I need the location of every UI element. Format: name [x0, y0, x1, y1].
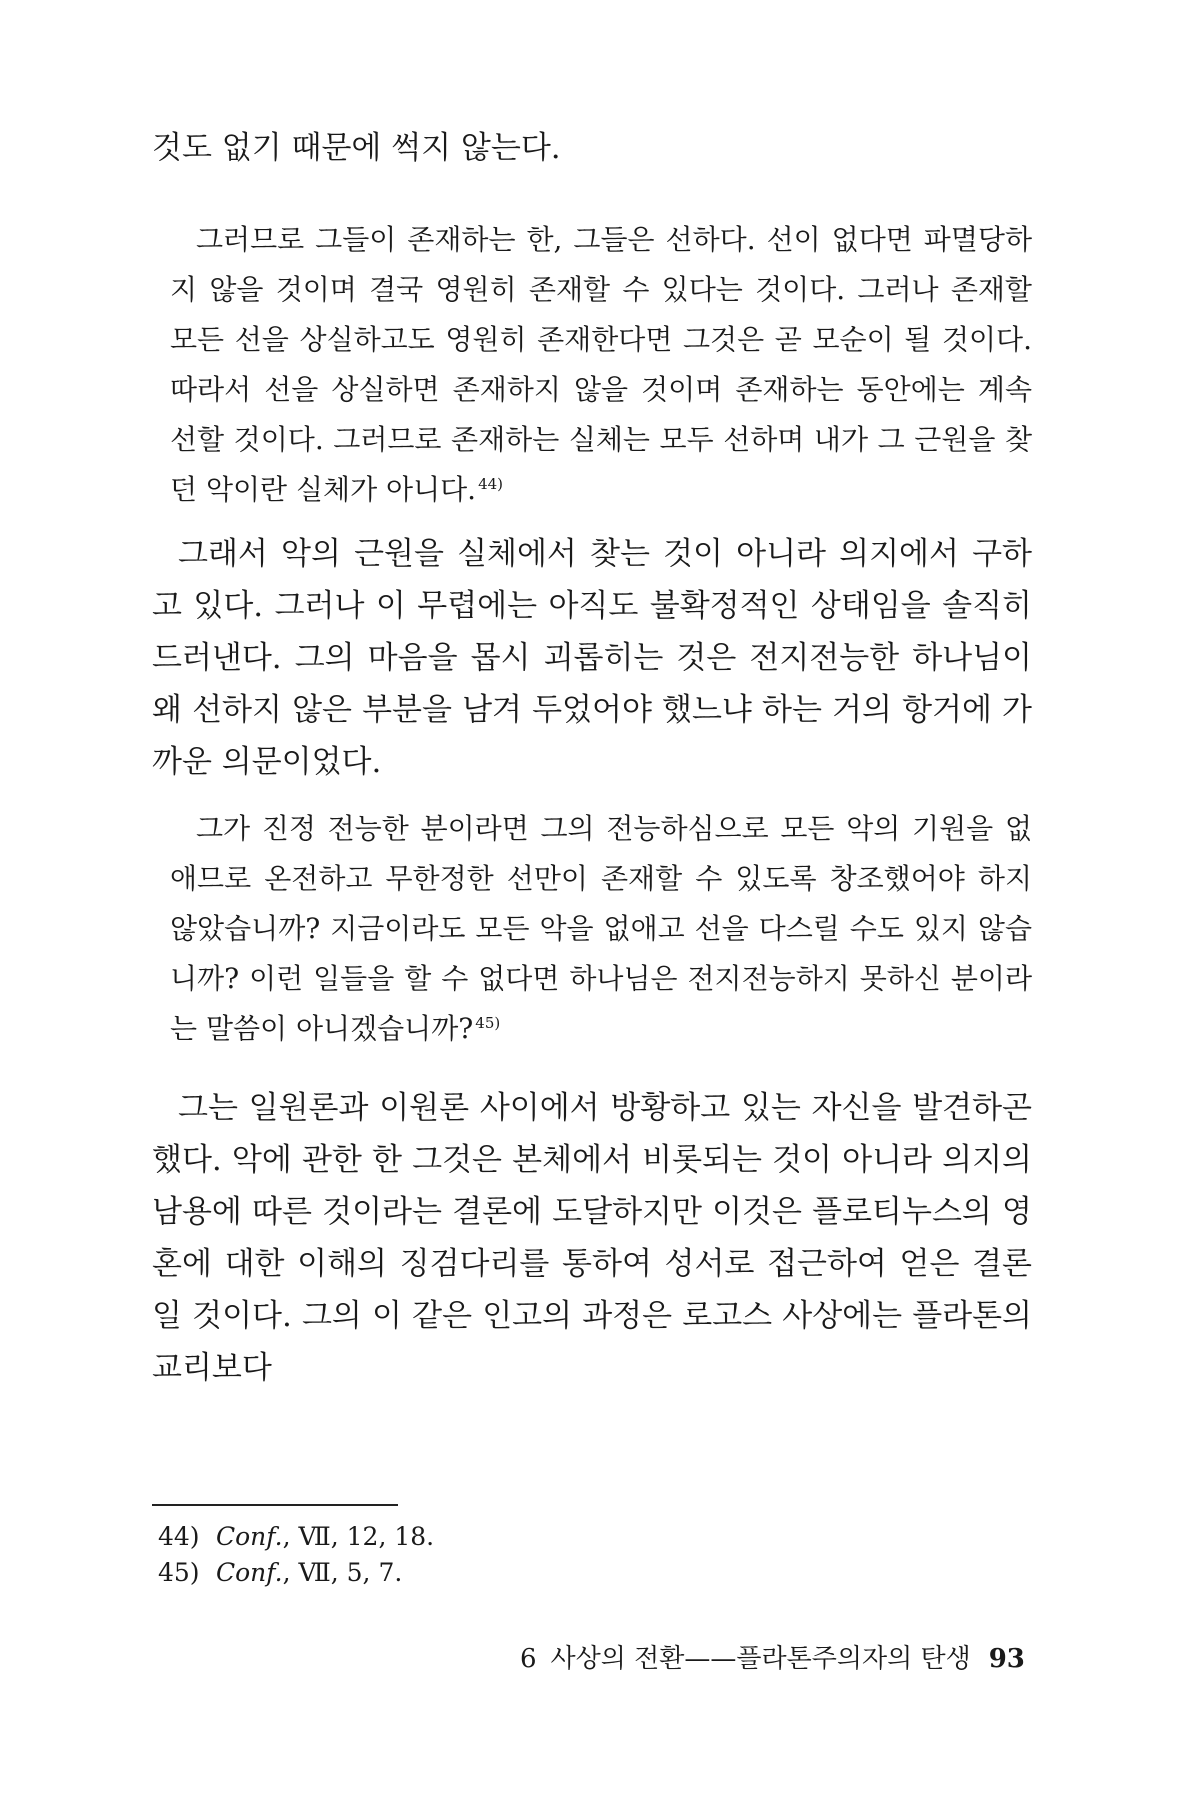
footnote-reference-44: 44) — [478, 474, 504, 493]
footnote-divider — [152, 1504, 398, 1506]
footnote-source: Conf. — [216, 1558, 283, 1587]
block-quote-1 — [170, 215, 1032, 515]
footnote-reference: , Ⅶ, 12, 18. — [282, 1522, 435, 1551]
footnote-reference-45: 45) — [475, 1013, 501, 1032]
quote-text: 그가 진정 전능한 분이라면 그의 전능하심으로 모든 악의 기원을 없애므로 온전하고 무한정한 선만이 존재할 수 있도록 창조했어야 하지 않았습니까? 지금이라도 모든 악을 없애고 선을 다스릴 수도 있지 않습니까? 이런 일들을 할 수 없다면 하나님은 전지전능하지 못하신 분이라는 말씀이 아니겠습니까? — [170, 812, 1032, 1045]
chapter-title: 사상의 전환——플라톤주의자의 탄생 — [550, 1644, 971, 1674]
block-quote-2 — [170, 804, 1032, 1054]
footnote-44 — [158, 1522, 434, 1552]
footnote-45 — [158, 1558, 402, 1588]
paragraph-text: 그는 일원론과 이원론 사이에서 방황하고 있는 자신을 발견하곤 했다. 악에 관한 한 그것은 본체에서 비롯되는 것이 아니라 의지의 남용에 따른 것이라는 결론에 도달하지만 이것은 플로티누스의 영혼에 대한 이해의 징검다리를 통하여 성서로 접근하여 얻은 결론일 것이다. 그의 이 같은 인고의 과정은 로고스 사상에는 플라톤의 교리보다 — [152, 1090, 1032, 1386]
page-number: 93 — [988, 1644, 1025, 1674]
footnote-number: 45) — [158, 1558, 200, 1587]
footnote-reference: , Ⅶ, 5, 7. — [282, 1558, 403, 1587]
running-footer — [520, 1642, 1025, 1676]
chapter-number: 6 — [520, 1644, 537, 1674]
quote-text: 그러므로 그들이 존재하는 한, 그들은 선하다. 선이 없다면 파멸당하지 않을 것이며 결국 영원히 존재할 수 있다는 것이다. 그러나 존재할 모든 선을 상실하고도 영원히 존재한다면 그것은 곧 모순이 될 것이다. 따라서 선을 상실하면 존재하지 않을 것이며 존재하는 동안에는 계속 선할 것이다. 그러므로 존재하는 실체는 모두 선하며 내가 그 근원을 찾던 악이란 실체가 아니다. — [170, 223, 1032, 506]
paragraph-text: 것도 없기 때문에 썩지 않는다. — [152, 130, 561, 166]
footnote-source: Conf. — [216, 1522, 283, 1551]
paragraph-continuation — [152, 122, 1032, 174]
footnote-number: 44) — [158, 1522, 200, 1551]
paragraph-text: 그래서 악의 근원을 실체에서 찾는 것이 아니라 의지에서 구하고 있다. 그러나 이 무렵에는 아직도 불확정적인 상태임을 솔직히 드러낸다. 그의 마음을 몹시 괴롭히는 것은 전지전능한 하나님이 왜 선하지 않은 부분을 남겨 두었어야 했느냐 하는 거의 항거에 가까운 의문이었다. — [152, 536, 1032, 780]
paragraph-body — [152, 528, 1032, 788]
paragraph-body — [152, 1082, 1032, 1394]
